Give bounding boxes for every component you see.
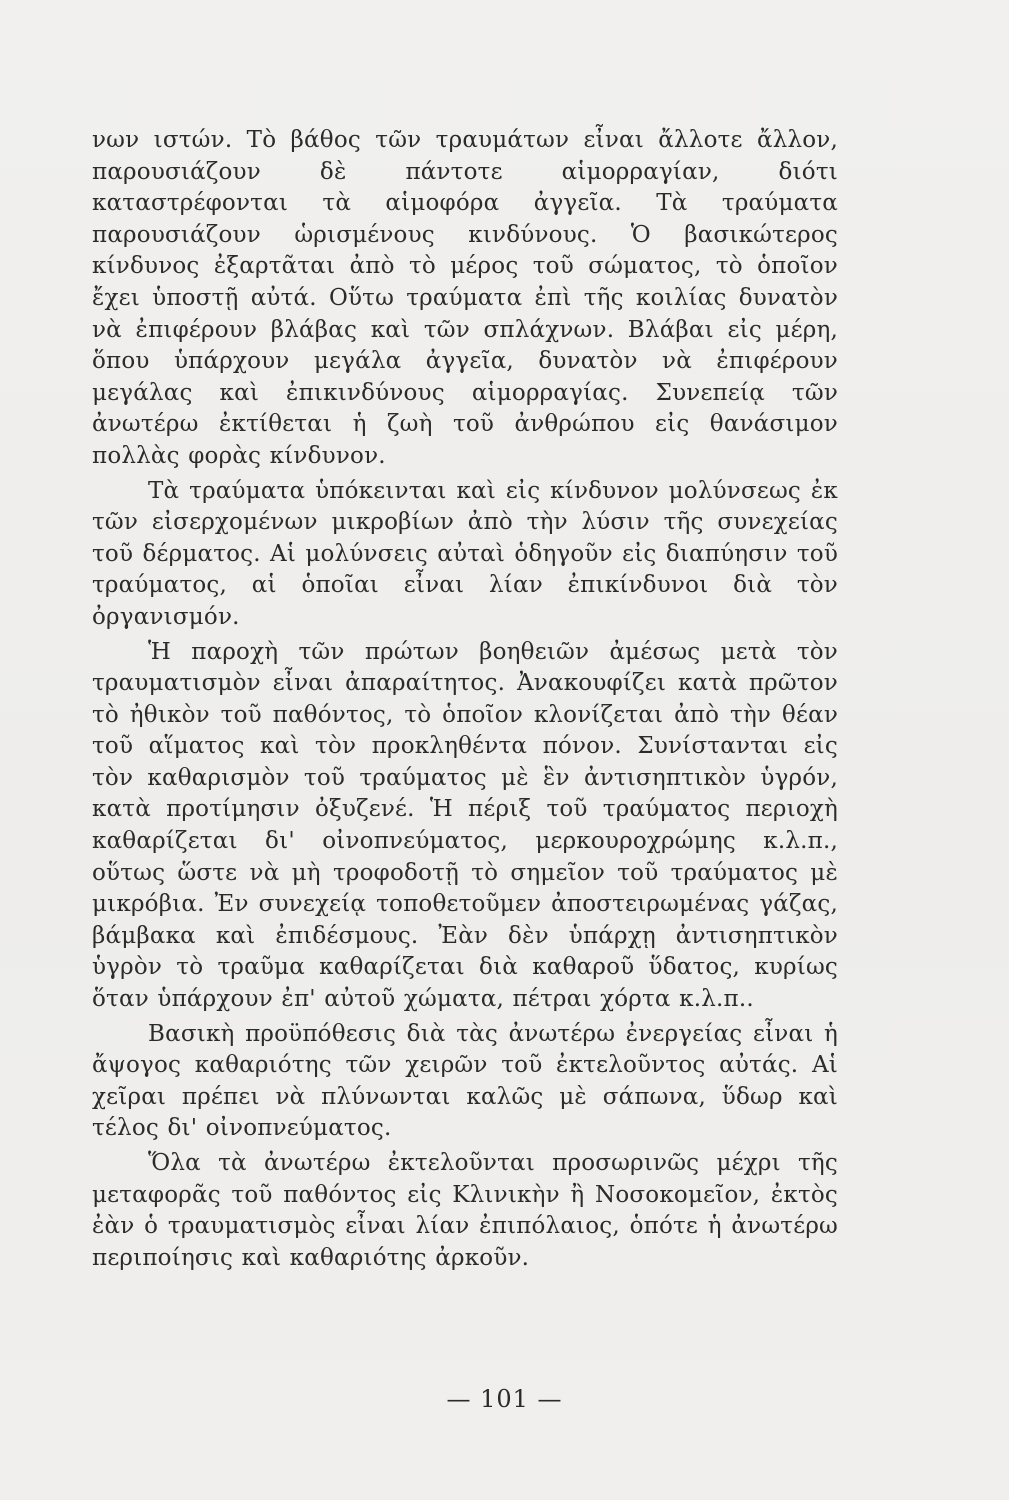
paragraph-hand-hygiene: Βασικὴ προϋπόθεσις διὰ τὰς ἀνωτέρω ἐνεργείας εἶναι ἡ ἄψογος καθαριότης τῶν χειρῶν τοῦ ἐκτελοῦντος αὐτάς. Αἱ χεῖραι πρέπει νὰ πλύνωνται καλῶς μὲ σάπωνα, ὕδωρ καὶ τέλος δι' οἰνοπνεύματος. bbox=[92, 1020, 838, 1142]
paragraph-first-aid: Ἡ παροχὴ τῶν πρώτων βοηθειῶν ἀμέσως μετὰ τὸν τραυματισμὸν εἶναι ἀπαραίτητος. Ἀνακουφίζει κατὰ πρῶτον τὸ ἠθικὸν τοῦ παθόντος, τὸ ὁποῖον κλονίζεται ἀπὸ τὴν θέαν τοῦ αἵματος καὶ τὸν προκληθέντα πόνον. Συνίστανται εἰς τὸν καθαρισμὸν τοῦ τραύματος μὲ ἓν ἀντισηπτικὸν ὑγρόν, κατὰ προτίμησιν ὀξυζενέ. Ἡ πέριξ τοῦ τραύματος περιοχὴ καθαρίζεται δι' οἰνοπνεύματος, μερκουροχρώμης κ.λ.π., οὕτως ὥστε νὰ μὴ τροφοδοτῇ τὸ σημεῖον τοῦ τραύματος μὲ μικρόβια. Ἐν συνεχείᾳ τοποθετοῦμεν ἀποστειρωμένας γάζας, βάμβακα καὶ ἐπιδέσμους. Ἐὰν δὲν ὑπάρχῃ ἀντισηπτικὸν ὑγρὸν τὸ τραῦμα καθαρίζεται διὰ καθαροῦ ὕδατος, κυρίως ὅταν ὑπάρχουν ἐπ' αὐτοῦ χώματα, πέτραι χόρτα κ.λ.π.. bbox=[92, 638, 838, 1013]
paragraph-temporary-care: Ὅλα τὰ ἀνωτέρω ἐκτελοῦνται προσωρινῶς μέχρι τῆς μεταφορᾶς τοῦ παθόντος εἰς Κλινικὴν ἢ Νοσοκομεῖον, ἐκτὸς ἐὰν ὁ τραυματισμὸς εἶναι λίαν ἐπιπόλαιος, ὁπότε ἡ ἀνωτέρω περιποίησις καὶ καθαριότης ἀρκοῦν. bbox=[92, 1150, 838, 1271]
paragraph-infection-risk: Τὰ τραύματα ὑπόκεινται καὶ εἰς κίνδυνον μολύνσεως ἐκ τῶν εἰσερχομένων μικροβίων ἀπὸ τὴν λύσιν τῆς συνεχείας τοῦ δέρματος. Αἱ μολύνσεις αὐταὶ ὁδηγοῦν εἰς διαπύησιν τοῦ τραύματος, αἱ ὁποῖαι εἶναι λίαν ἐπικίνδυνοι διὰ τὸν ὀργανισμόν. bbox=[92, 477, 838, 630]
paragraph-wound-depth: νων ιστών. Τὸ βάθος τῶν τραυμάτων εἶναι ἄλλοτε ἄλλον, παρουσιάζουν δὲ πάντοτε αἱμορραγίαν, διότι καταστρέφονται τὰ αἱμοφόρα ἀγγεῖα. Τὰ τραύματα παρουσιάζουν ὡρισμένους κινδύνους. Ὁ βασικώτερος κίνδυνος ἐξαρτᾶται ἀπὸ τὸ μέρος τοῦ σώματος, τὸ ὁποῖον ἔχει ὑποστῇ αὐτά. Οὕτω τραύματα ἐπὶ τῆς κοιλίας δυνατὸν νὰ ἐπιφέρουν βλάβας καὶ τῶν σπλάχνων. Βλάβαι εἰς μέρη, ὅπου ὑπάρχουν μεγάλα ἀγγεῖα, δυνατὸν νὰ ἐπιφέρουν μεγάλας καὶ ἐπικινδύνους αἱμορραγίας. Συνεπείᾳ τῶν ἀνωτέρω ἐκτίθεται ἡ ζωὴ τοῦ ἀνθρώπου εἰς θανάσιμον πολλὰς φορὰς κίνδυνον. bbox=[92, 127, 838, 469]
page-number: — 101 — bbox=[446, 1385, 563, 1413]
body-text bbox=[92, 125, 838, 1274]
